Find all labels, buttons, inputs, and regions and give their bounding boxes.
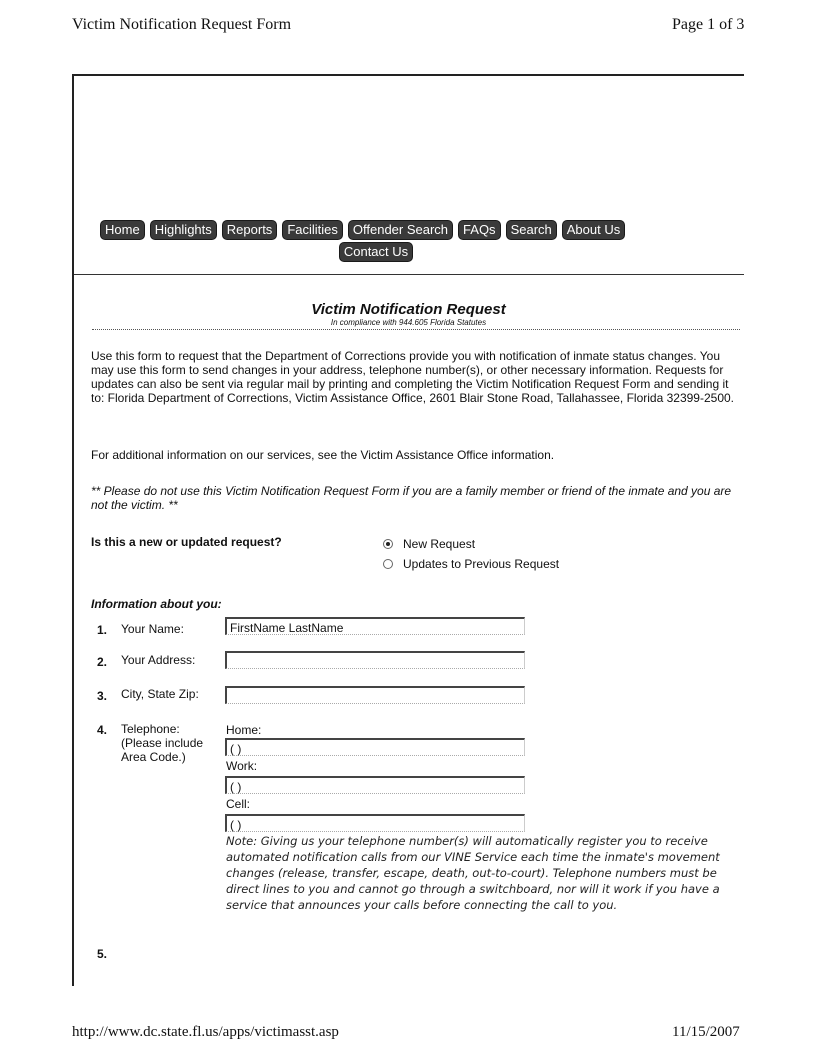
- request-type-question: Is this a new or updated request?: [91, 535, 282, 549]
- telephone-note: Note: Giving us your telephone number(s) will automatically register you to receive automated notification calls from our VINE Service each time the inmate's movement changes (release, transfer, escape, death, out-to-court). Telephone numbers must be direct lines to you and cannot go through a switchboard, nor will it work if you have a service that announces your calls before connecting the call to you.: [226, 834, 720, 912]
- item-number: 4.: [97, 723, 108, 737]
- address-label: Your Address:: [121, 653, 196, 667]
- radio-new-request[interactable]: [383, 537, 475, 551]
- intro-text: Use this form to request that the Department of Corrections provide you with notification of inmate status changes. You may use this form to send changes in your address, telephone number(s), or other necessary information. Requests for updates can also be sent via regular mail by printing and completing the Victim Notification Request Form and sending it to: Florida Department of Corrections, Victim Assistance Office, 2601 Blair Stone Road, Tallahassee, Florida 32399-2500.: [91, 349, 735, 405]
- nav-faqs[interactable]: FAQs: [458, 220, 501, 240]
- divider: [74, 274, 744, 275]
- work-phone-input[interactable]: ( ): [225, 776, 525, 794]
- footer-date: 11/15/2007: [672, 1024, 740, 1040]
- footer-url: http://www.dc.state.fl.us/apps/victimasst.asp: [72, 1024, 339, 1040]
- name-input[interactable]: FirstName LastName: [225, 617, 525, 635]
- telephone-label: [121, 722, 203, 764]
- additional-info-text: For additional information on our services, see the Victim Assistance Office information.: [91, 448, 555, 462]
- telephone-label-line: Telephone:: [121, 722, 180, 736]
- cell-phone-input[interactable]: ( ): [225, 814, 525, 832]
- telephone-label-line: Area Code.): [121, 750, 186, 764]
- name-label: Your Name:: [121, 622, 184, 636]
- item-number: 1.: [97, 623, 108, 637]
- form-title-block: [0, 301, 817, 327]
- nav-highlights[interactable]: Highlights: [150, 220, 217, 240]
- address-input[interactable]: [225, 651, 525, 669]
- warning-text: ** Please do not use this Victim Notification Request Form if you are a family member or friend of the inmate and you are not the victim. **: [91, 484, 732, 512]
- nav-row: [100, 220, 652, 240]
- cell-phone-label: Cell:: [226, 797, 251, 811]
- radio-checked-icon[interactable]: [383, 539, 393, 549]
- radio-update-label: Updates to Previous Request: [403, 557, 560, 571]
- frame-left-border: [72, 74, 74, 986]
- item-number: 3.: [97, 689, 108, 703]
- radio-new-label: New Request: [403, 537, 476, 551]
- nav-about-us[interactable]: About Us: [562, 220, 625, 240]
- telephone-label-line: (Please include: [121, 736, 204, 750]
- work-phone-label: Work:: [226, 759, 258, 773]
- page-header-title: Victim Notification Request Form: [72, 16, 292, 33]
- form-title: Victim Notification Request: [311, 301, 506, 318]
- item-number: 2.: [97, 655, 108, 669]
- city-state-zip-label: City, State Zip:: [121, 687, 199, 701]
- home-phone-input[interactable]: ( ): [225, 738, 525, 756]
- radio-update-request[interactable]: [383, 557, 559, 571]
- nav-reports[interactable]: Reports: [222, 220, 278, 240]
- radio-unchecked-icon[interactable]: [383, 559, 393, 569]
- item-number: 5.: [97, 947, 108, 961]
- divider: [92, 329, 740, 330]
- nav-search[interactable]: Search: [506, 220, 557, 240]
- frame-top-border: [72, 74, 744, 76]
- nav-row: [100, 242, 652, 262]
- nav-facilities[interactable]: Facilities: [282, 220, 343, 240]
- city-state-zip-input[interactable]: [225, 686, 525, 704]
- home-phone-label: Home:: [226, 723, 262, 737]
- nav-home[interactable]: Home: [100, 220, 145, 240]
- nav-contact-us[interactable]: Contact Us: [339, 242, 413, 262]
- nav-offender-search[interactable]: Offender Search: [348, 220, 453, 240]
- page-number: Page 1 of 3: [672, 16, 745, 33]
- form-subtitle: In compliance with 944.605 Florida Statutes: [330, 318, 487, 327]
- nav-bar: [100, 220, 652, 262]
- section-heading: Information about you:: [91, 597, 222, 611]
